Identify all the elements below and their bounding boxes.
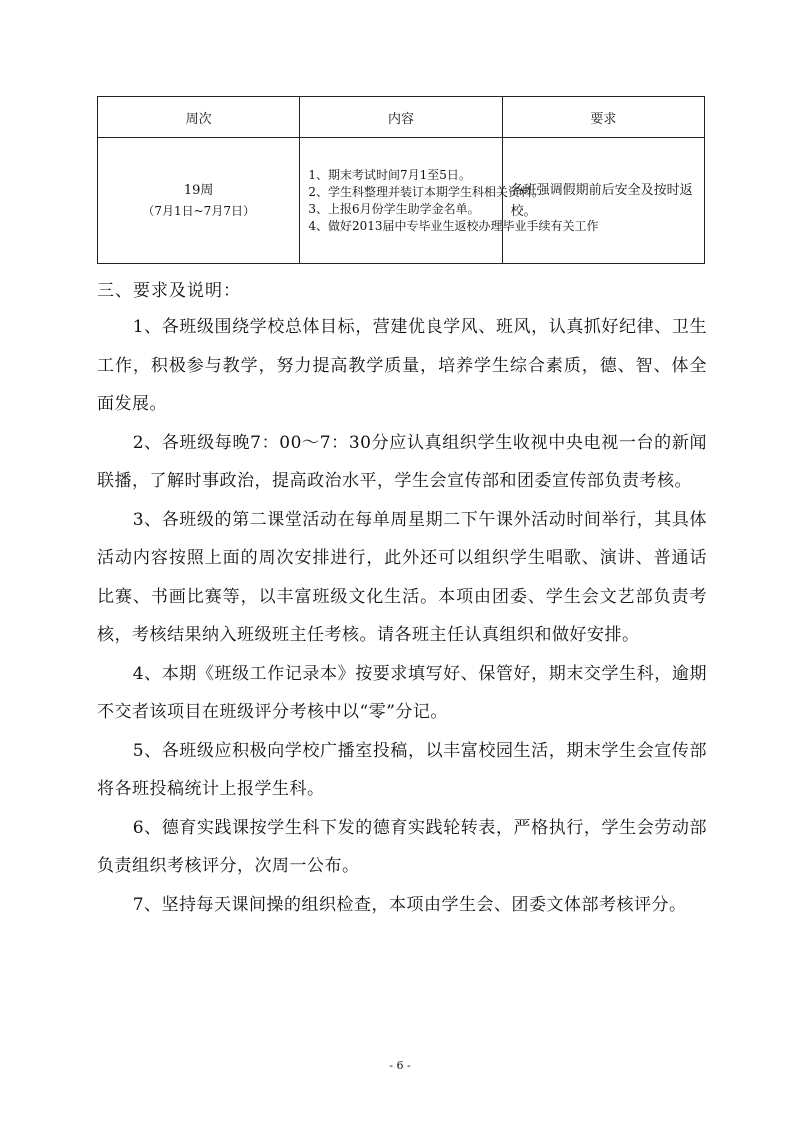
week-cell [98, 138, 300, 264]
content-item: 2、学生科整理并装订本期学生科相关资料。 [308, 184, 544, 199]
requirement-paragraph: 3、各班级的第二课堂活动在每单周星期二下午课外活动时间举行，其具体活动内容按照上面的周次安排进行，此外还可以组织学生唱歌、演讲、普通话比赛、书画比赛等，以丰富班级文化生活。本项由团委、学生会文艺部负责考核，考核结果纳入班级班主任考核。请各班主任认真组织和做好安排。 [97, 509, 707, 645]
header-content: 内容 [300, 97, 502, 138]
schedule-table [97, 96, 705, 264]
section-heading: 三、要求及说明： [97, 281, 241, 301]
requirement-cell: 各班强调假期前后安全及按时返校。 [502, 138, 704, 264]
requirements-list [97, 308, 707, 924]
requirement-paragraph: 4、本期《班级工作记录本》按要求填写好、保管好，期末交学生科，逾期不交者该项目在班级评分考核中以“零”分记。 [97, 663, 707, 722]
header-requirement: 要求 [502, 97, 704, 138]
header-week: 周次 [98, 97, 300, 138]
table-row [98, 138, 705, 264]
content-item: 4、做好2013届中专毕业生返校办理毕业手续有关工作 [308, 218, 599, 233]
content-item: 1、期末考试时间7月1至5日。 [308, 167, 471, 182]
table-header-row [98, 97, 705, 138]
requirement-paragraph: 7、坚持每天课间操的组织检查，本项由学生会、团委文体部考核评分。 [132, 894, 687, 915]
requirement-paragraph: 2、各班级每晚7：00～7：30分应认真组织学生收视中央电视一台的新闻联播，了解时事政治，提高政治水平，学生会宣传部和团委宣传部负责考核。 [97, 432, 707, 491]
content-cell [300, 138, 599, 264]
page-number: - 6 - [389, 1059, 411, 1072]
week-label: 19周 [183, 182, 214, 198]
week-date-range: （7月1日~7月7日） [142, 203, 255, 218]
requirement-paragraph: 6、德育实践课按学生科下发的德育实践轮转表，严格执行，学生会劳动部负责组织考核评分，次周一公布。 [97, 817, 707, 876]
requirement-paragraph: 5、各班级应积极向学校广播室投稿，以丰富校园生活，期末学生会宣传部将各班投稿统计上报学生科。 [97, 740, 707, 799]
content-item: 3、上报6月份学生助学金名单。 [308, 201, 480, 216]
requirement-paragraph: 1、各班级围绕学校总体目标，营建优良学风、班风，认真抓好纪律、卫生工作，积极参与教学，努力提高教学质量，培养学生综合素质，德、智、体全面发展。 [97, 317, 707, 414]
